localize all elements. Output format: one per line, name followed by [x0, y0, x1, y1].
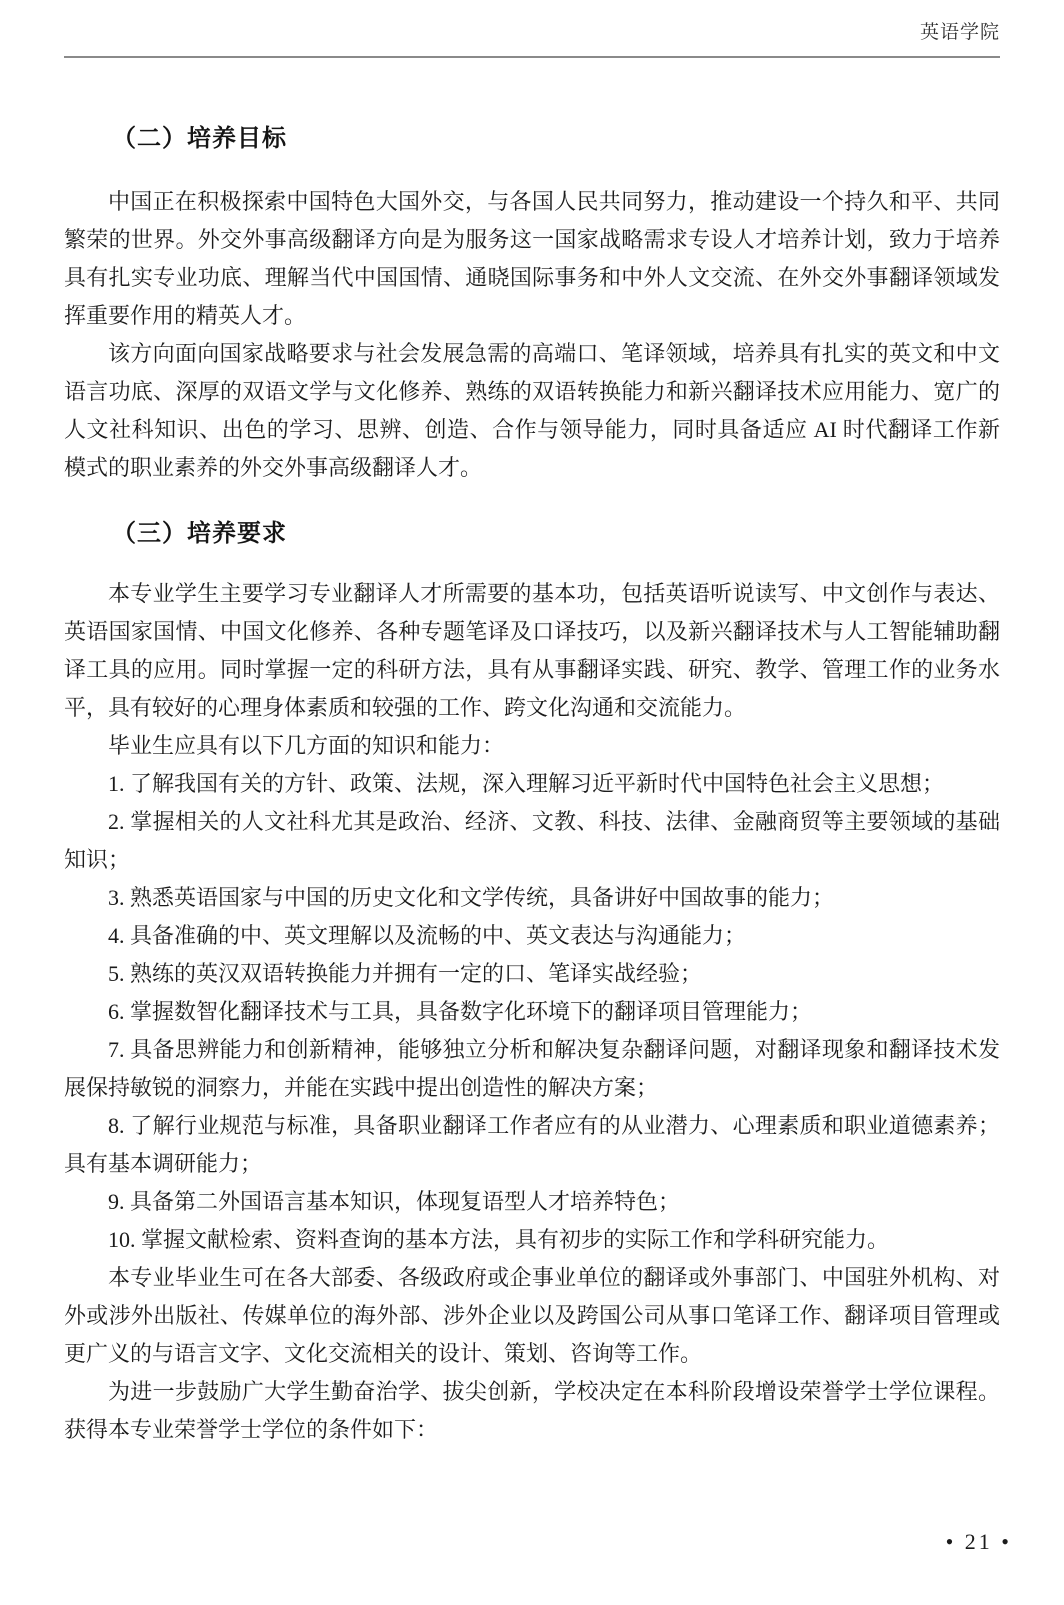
list-item: 8. 了解行业规范与标准，具备职业翻译工作者应有的从业潜力、心理素质和职业道德素养；具有基本调研能力；: [64, 1113, 1000, 1177]
list-item: 2. 掌握相关的人文社科尤其是政治、经济、文教、科技、法律、金融商贸等主要领域的基础知识；: [64, 809, 1000, 873]
list-item: 4. 具备准确的中、英文理解以及流畅的中、英文表达与沟通能力；: [108, 923, 747, 949]
section-heading-training-requirements: （三）培养要求: [112, 519, 287, 547]
paragraph: 本专业毕业生可在各大部委、各级政府或企事业单位的翻译或外事部门、中国驻外机构、对外或涉外出版社、传媒单位的海外部、涉外企业以及跨国公司从事口笔译工作、翻译项目管理或更广义的与语言文字、文化交流相关的设计、策划、咨询等工作。: [64, 1265, 1000, 1367]
list-item: 6. 掌握数智化翻译技术与工具，具备数字化环境下的翻译项目管理能力；: [108, 999, 813, 1025]
list-item: 7. 具备思辨能力和创新精神，能够独立分析和解决复杂翻译问题，对翻译现象和翻译技术发展保持敏锐的洞察力，并能在实践中提出创造性的解决方案；: [64, 1037, 1000, 1101]
header-rule: [64, 56, 1000, 58]
header-school-name: 英语学院: [919, 22, 1000, 43]
list-item: 3. 熟悉英语国家与中国的历史文化和文学传统，具备讲好中国故事的能力；: [108, 885, 835, 911]
list-item: 9. 具备第二外国语言基本知识，体现复语型人才培养特色；: [108, 1189, 681, 1215]
paragraph: 毕业生应具有以下几方面的知识和能力：: [108, 733, 505, 759]
paragraph: 本专业学生主要学习专业翻译人才所需要的基本功，包括英语听说读写、中文创作与表达、英语国家国情、中国文化修养、各种专题笔译及口译技巧，以及新兴翻译技术与人工智能辅助翻译工具的应用。同时掌握一定的科研方法，具有从事翻译实践、研究、教学、管理工作的业务水平，具有较好的心理身体素质和较强的工作、跨文化沟通和交流能力。: [64, 581, 1000, 721]
list-item: 1. 了解我国有关的方针、政策、法规，深入理解习近平新时代中国特色社会主义思想；: [108, 771, 945, 797]
paragraph: 中国正在积极探索中国特色大国外交，与各国人民共同努力，推动建设一个持久和平、共同繁荣的世界。外交外事高级翻译方向是为服务这一国家战略需求专设人才培养计划，致力于培养具有扎实专业功底、理解当代中国国情、通晓国际事务和中外人文交流、在外交外事翻译领域发挥重要作用的精英人才。: [64, 188, 1000, 328]
page-header: [64, 20, 1000, 58]
list-item: 5. 熟练的英汉双语转换能力并拥有一定的口、笔译实战经验；: [108, 961, 703, 987]
list-item: 10. 掌握文献检索、资料查询的基本方法，具有初步的实际工作和学科研究能力。: [108, 1227, 890, 1253]
section-heading-training-objectives: （二）培养目标: [112, 125, 287, 152]
paragraph: 该方向面向国家战略要求与社会发展急需的高端口、笔译领域，培养具有扎实的英文和中文语言功底、深厚的双语文学与文化修养、熟练的双语转换能力和新兴翻译技术应用能力、宽广的人文社科知识、出色的学习、思辨、创造、合作与领导能力，同时具备适应 AI 时代翻译工作新模式的职业素养的外交外事高级翻译人才。: [64, 340, 1000, 480]
document-body: [64, 122, 1000, 1449]
paragraph: 为进一步鼓励广大学生勤奋治学、拔尖创新，学校决定在本科阶段增设荣誉学士学位课程。获得本专业荣誉学士学位的条件如下：: [64, 1379, 1000, 1443]
page-number: • 21 •: [945, 1529, 1012, 1554]
